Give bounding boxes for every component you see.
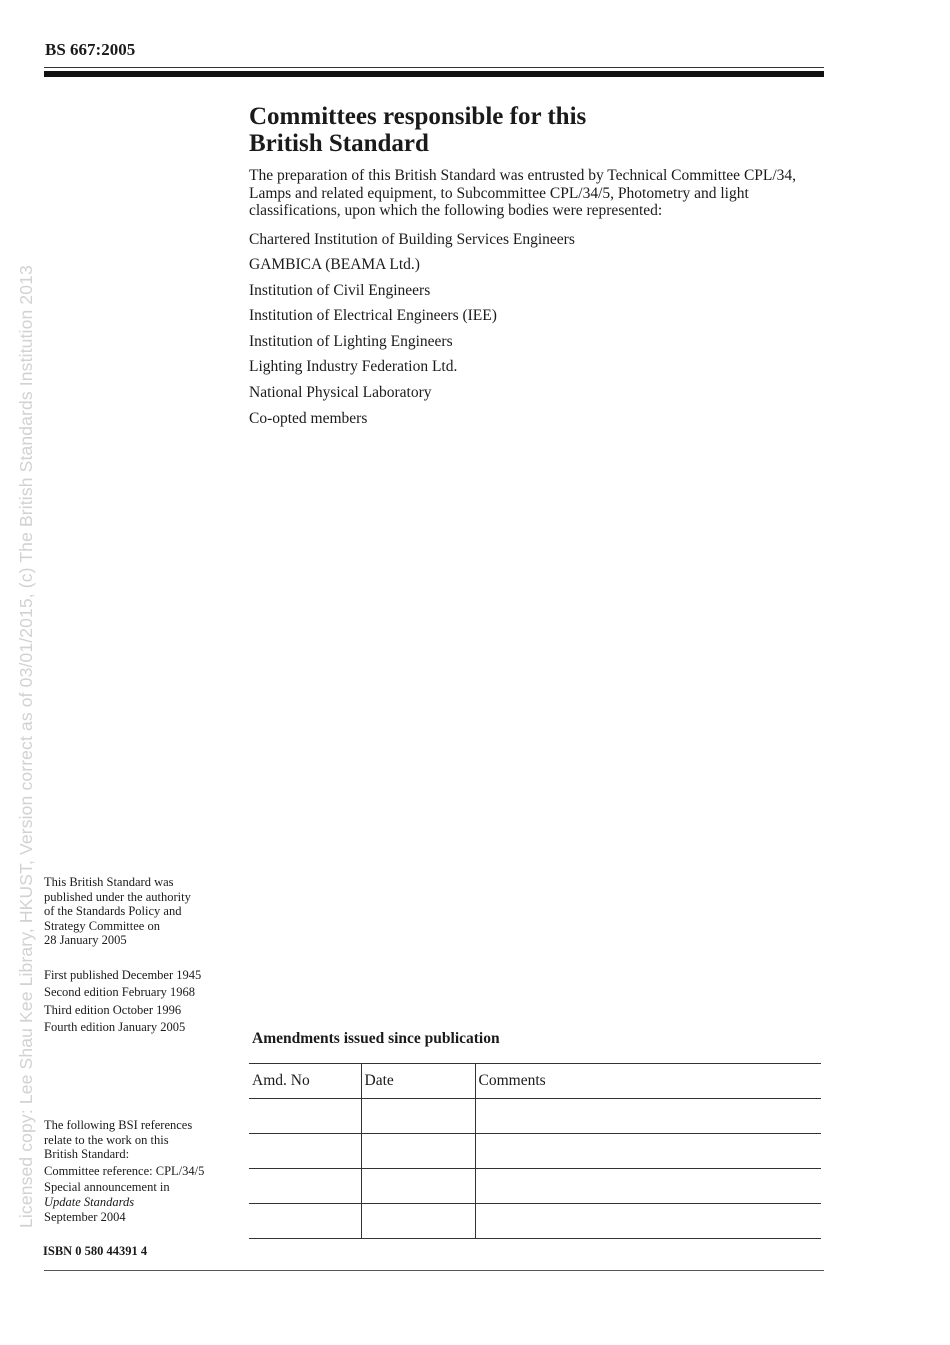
edition-line: Second edition February 1968 [44,985,196,1000]
authority-line: published under the authority [44,889,191,904]
committees-title: Committees responsible for this British Standard [249,103,587,157]
footer-rule [44,1270,824,1271]
authority-line: 28 January 2005 [44,933,127,948]
announcement-line: Special announcement in [44,1180,170,1195]
table-header-row [249,1064,821,1099]
edition-line: First published December 1945 [44,968,202,982]
list-item: Institution of Civil Engineers [249,281,431,299]
table-cell [249,1099,361,1134]
publication-authority [44,875,239,948]
references-line: relate to the work on this [44,1132,169,1147]
amendments-rows [249,1099,821,1239]
table-cell [475,1134,821,1169]
list-item: Lighting Industry Federation Ltd. [249,358,458,376]
license-watermark: Licensed copy: Lee Shau Kee Library, HKUST, Version correct as of 03/01/2015, (c) The British Standards Institution 2013 [16,265,36,1228]
amendments-table [249,1063,821,1239]
authority-line: of the Standards Policy and [44,904,182,919]
column-header: Amd. No [249,1064,361,1099]
table-cell [249,1169,361,1204]
authority-line: Strategy Committee on [44,918,160,933]
header-rule-thick [44,71,824,77]
table-cell [475,1169,821,1204]
list-item: Chartered Institution of Building Services Engineers [249,230,575,248]
edition-line: Third edition October 1996 [44,1002,182,1017]
list-item: Institution of Lighting Engineers [249,332,453,350]
edition-history [44,967,239,1037]
bsi-references [44,1118,239,1224]
announcement-publication: Update Standards [44,1194,135,1209]
committees-section [249,103,824,431]
list-item: Institution of Electrical Engineers (IEE) [249,307,497,325]
header-rule-thin [44,67,824,68]
table-cell [475,1099,821,1134]
table-cell [361,1204,475,1239]
isbn: ISBN 0 580 44391 4 [43,1244,148,1258]
column-header: Comments [475,1064,821,1099]
table-cell [361,1099,475,1134]
authority-line: This British Standard was [44,875,174,889]
table-row [249,1099,821,1134]
references-line: The following BSI references [44,1118,193,1132]
table-cell [249,1134,361,1169]
list-item: GAMBICA (BEAMA Ltd.) [249,256,420,274]
announcement-date: September 2004 [44,1209,126,1224]
table-row [249,1169,821,1204]
column-header: Date [361,1064,475,1099]
committees-intro: The preparation of this British Standard was entrusted by Technical Committee CPL/34, Lamps and related equipment, to Subcommittee CPL/34/5, Photometry and light classifications, upon which the following bodies were represented: [249,167,797,219]
list-item: Co-opted members [249,409,368,427]
standard-number: BS 667:2005 [45,40,136,59]
represented-bodies-list [249,227,824,432]
table-cell [475,1204,821,1239]
table-cell [249,1204,361,1239]
table-row [249,1134,821,1169]
amendments-title: Amendments issued since publication [252,1030,500,1047]
list-item: National Physical Laboratory [249,384,432,402]
edition-line: Fourth edition January 2005 [44,1020,186,1035]
table-cell [361,1169,475,1204]
table-cell [361,1134,475,1169]
committee-reference: Committee reference: CPL/34/5 [44,1163,205,1178]
table-row [249,1204,821,1239]
references-line: British Standard: [44,1147,130,1162]
